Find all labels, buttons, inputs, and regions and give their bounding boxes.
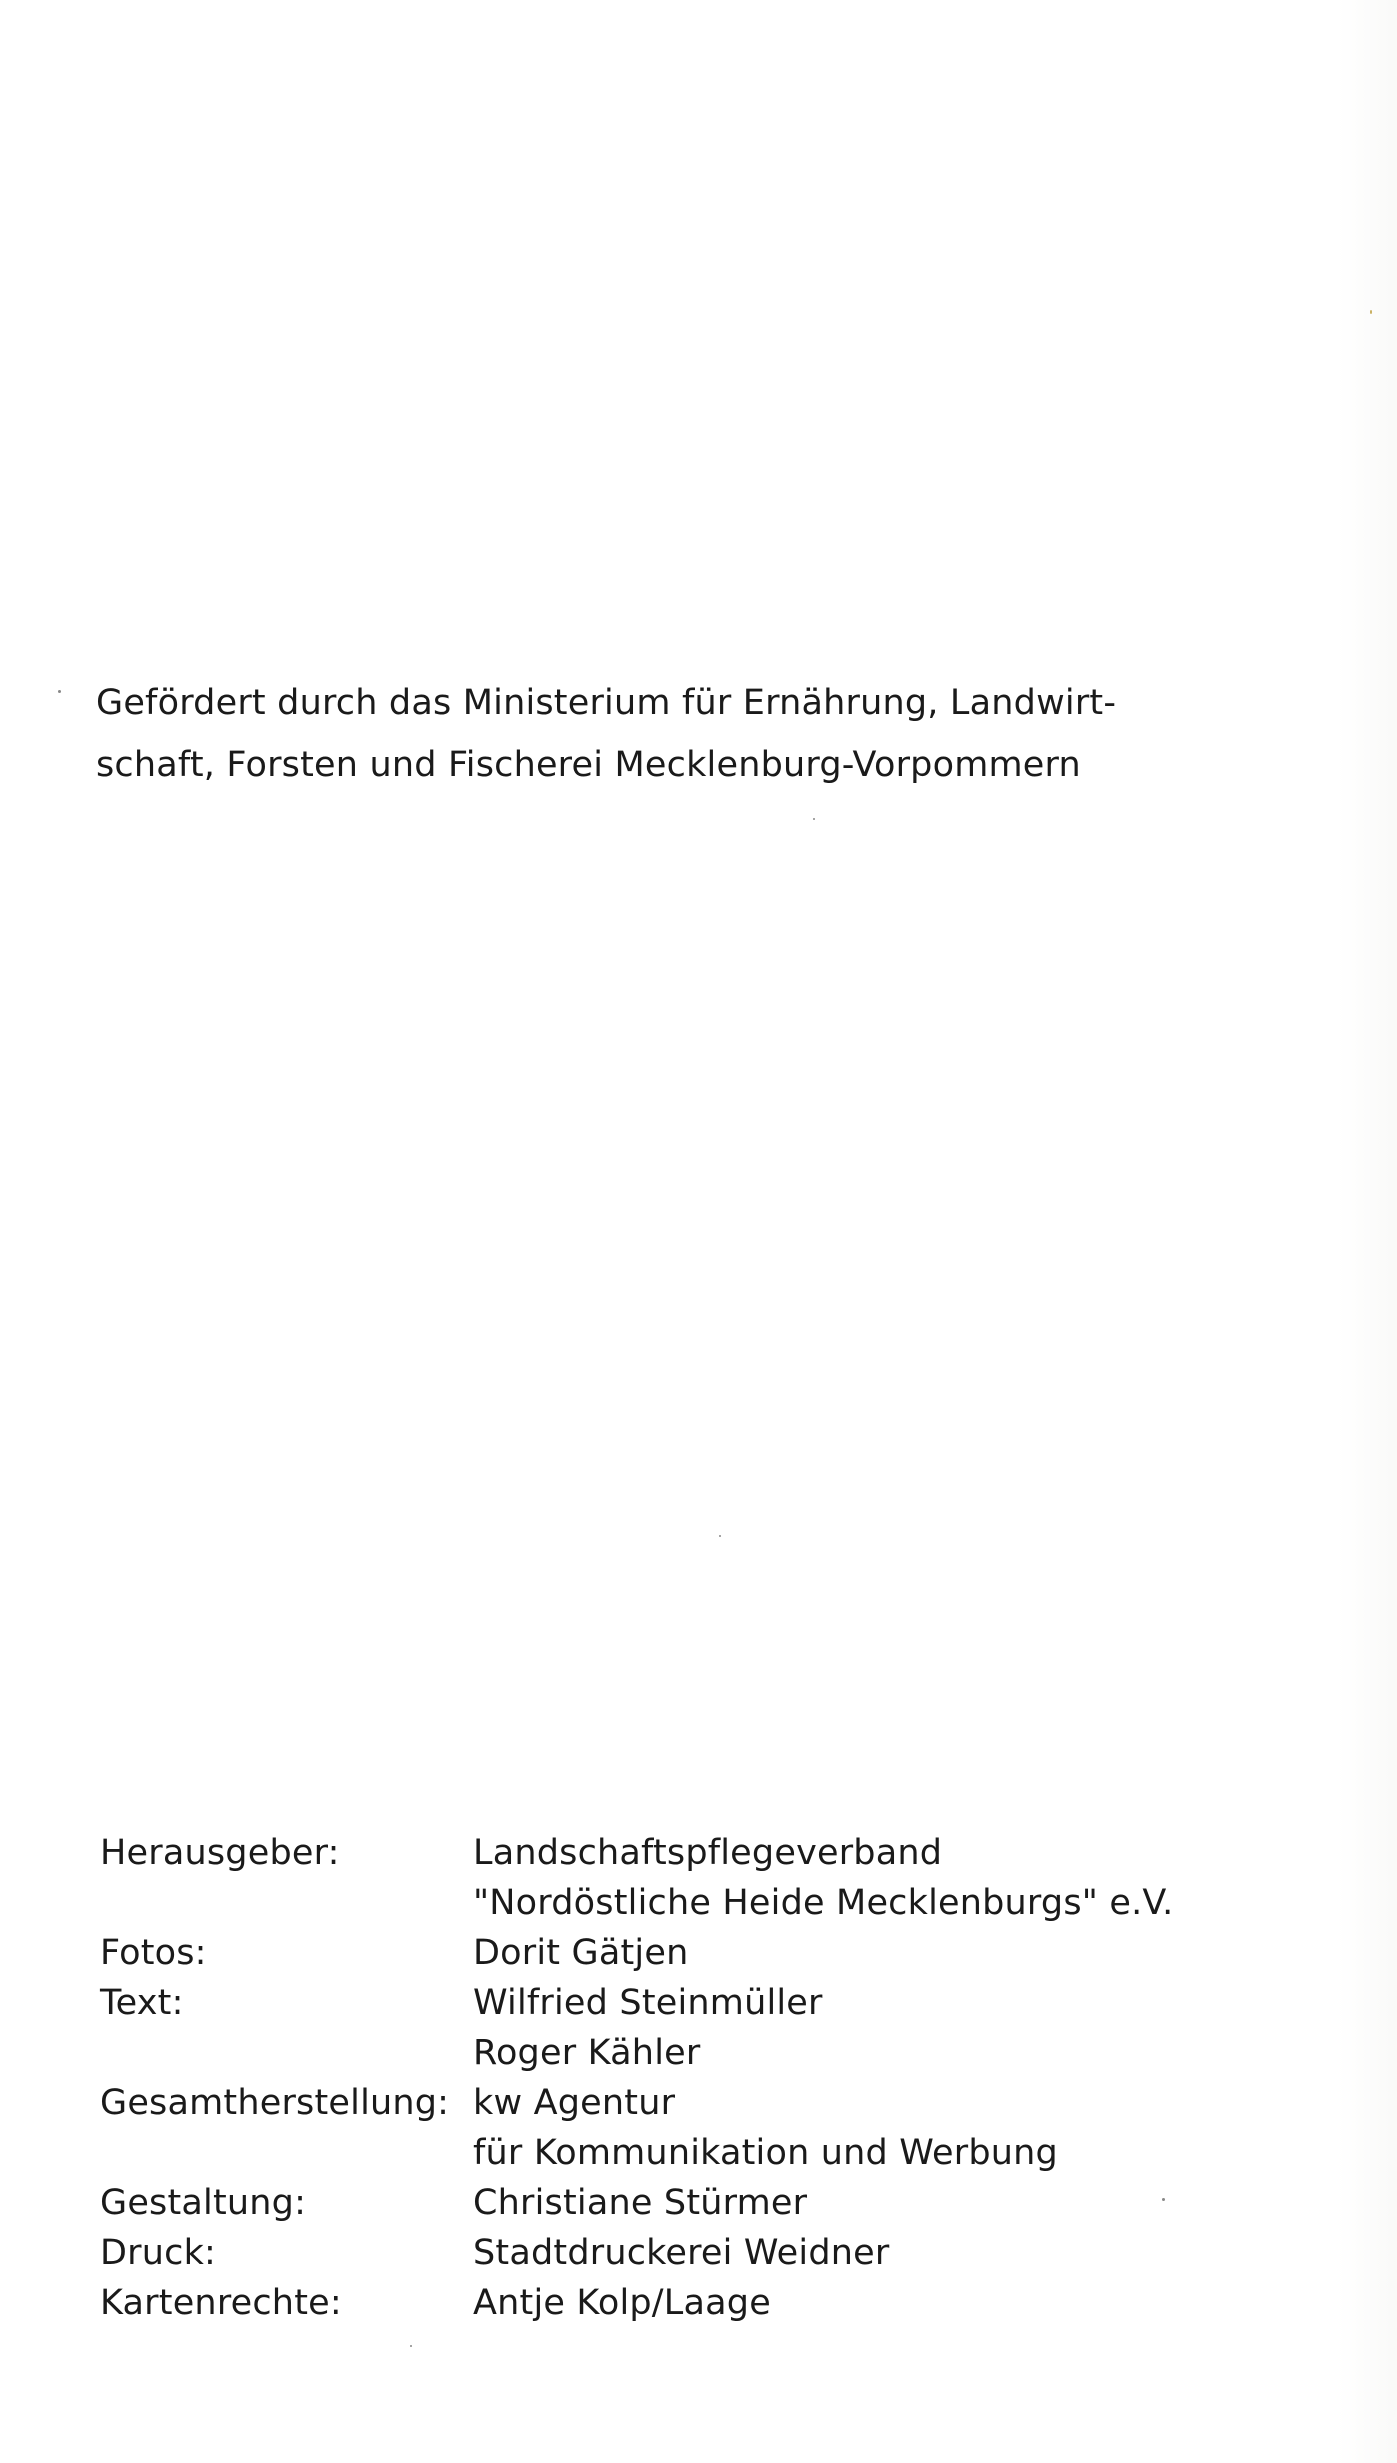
credit-row-gestaltung xyxy=(100,2178,1173,2228)
scan-speck xyxy=(58,690,61,693)
credit-value: "Nordöstliche Heide Mecklenburgs" e.V. xyxy=(473,1883,1174,1923)
credit-value: für Kommunikation und Werbung xyxy=(473,2133,1058,2173)
credit-values xyxy=(473,1928,688,1978)
credit-value: Landschaftspflegeverband xyxy=(473,1833,943,1873)
scan-speck xyxy=(410,2345,412,2347)
credit-label: Gesamtherstellung: xyxy=(100,2083,450,2123)
credit-value: Roger Kähler xyxy=(473,2033,701,2073)
credit-values xyxy=(473,2078,1058,2178)
credit-label: Herausgeber: xyxy=(100,1833,340,1873)
credit-row-text xyxy=(100,1978,1173,2078)
credit-values xyxy=(473,2278,771,2328)
credit-values xyxy=(473,1978,823,2078)
credit-row-kartenrechte xyxy=(100,2278,1173,2328)
scan-speck xyxy=(813,818,815,820)
credit-label: Fotos: xyxy=(100,1933,207,1973)
credit-value: Stadtdruckerei Weidner xyxy=(473,2233,890,2273)
scan-speck xyxy=(719,1535,721,1537)
imprint-credits xyxy=(100,1828,1173,2328)
credit-values xyxy=(473,2228,889,2278)
credit-label: Kartenrechte: xyxy=(100,2283,342,2323)
funding-note-line-2: schaft, Forsten und Fischerei Mecklenburg-Vorpommern xyxy=(96,745,1081,785)
credit-value: Dorit Gätjen xyxy=(473,1933,689,1973)
credit-value: kw Agentur xyxy=(473,2083,676,2123)
credit-values xyxy=(473,1828,1173,1928)
credit-label: Gestaltung: xyxy=(100,2183,307,2223)
credit-values xyxy=(473,2178,807,2228)
credit-row-gesamtherstellung xyxy=(100,2078,1173,2178)
credit-label: Druck: xyxy=(100,2233,217,2273)
scan-speck xyxy=(1370,310,1372,314)
credit-label: Text: xyxy=(100,1983,184,2023)
credit-value: Wilfried Steinmüller xyxy=(473,1983,823,2023)
funding-note-line-1: Gefördert durch das Ministerium für Ernährung, Landwirt- xyxy=(96,683,1117,723)
credit-row-herausgeber xyxy=(100,1828,1173,1928)
credit-value: Antje Kolp/Laage xyxy=(473,2283,771,2323)
scan-speck xyxy=(1162,2198,1165,2201)
scan-edge-shadow xyxy=(1337,0,1397,2463)
credit-value: Christiane Stürmer xyxy=(473,2183,808,2223)
funding-note xyxy=(96,672,1246,796)
credit-row-druck xyxy=(100,2228,1173,2278)
credit-row-fotos xyxy=(100,1928,1173,1978)
